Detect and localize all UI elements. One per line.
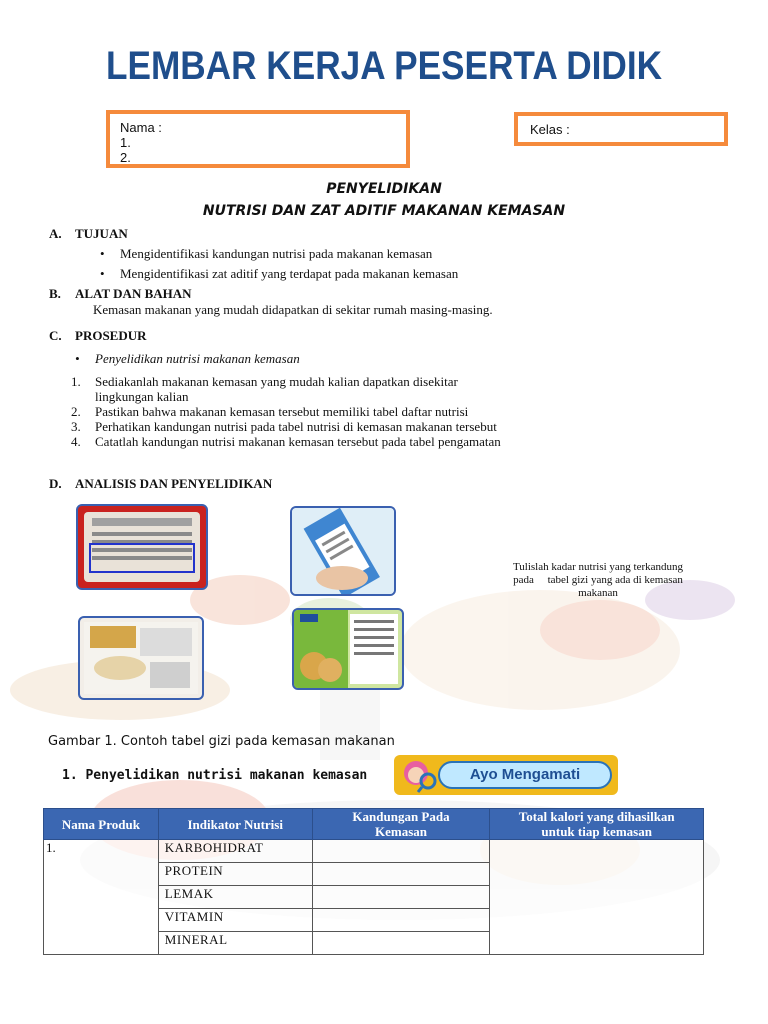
step-3-text: Perhatikan kandungan nutrisi pada tabel nutrisi di kemasan makanan tersebut bbox=[95, 419, 497, 434]
header-total-kalori bbox=[490, 809, 704, 840]
step-4-number: 4. bbox=[71, 434, 81, 449]
prosedur-step-1 bbox=[71, 374, 458, 404]
nama-produk-cell[interactable] bbox=[44, 840, 159, 955]
row-number: 1. bbox=[46, 840, 56, 855]
section-c-title: PROSEDUR bbox=[75, 328, 147, 343]
tujuan-bullet-1: • Mengidentifikasi kandungan nutrisi pada makanan kemasan bbox=[120, 246, 432, 262]
kandungan-lemak-cell[interactable] bbox=[312, 886, 490, 909]
step-1-number: 1. bbox=[71, 374, 81, 389]
section-b-heading bbox=[49, 286, 192, 302]
instruction-line-1: Tulislah kadar nutrisi yang terkandung bbox=[512, 561, 684, 573]
tujuan-bullet-2: • Mengidentifikasi zat aditif yang terdapat pada makanan kemasan bbox=[120, 266, 458, 282]
kandungan-vitamin-cell[interactable] bbox=[312, 909, 490, 932]
indicator-mineral: MINERAL bbox=[158, 932, 312, 955]
section-c-letter: C. bbox=[49, 328, 62, 343]
header-total-kalori-line-2: untuk tiap kemasan bbox=[541, 824, 652, 839]
section-b-letter: B. bbox=[49, 286, 61, 301]
ayo-mengamati-label: Ayo Mengamati bbox=[438, 761, 612, 789]
noodle-package-image bbox=[76, 504, 208, 590]
nama-box[interactable] bbox=[106, 110, 410, 168]
step-2-text: Pastikan bahwa makanan kemasan tersebut memiliki tabel daftar nutrisi bbox=[95, 404, 469, 419]
page-title: LEMBAR KERJA PESERTA DIDIK bbox=[105, 44, 663, 88]
prosedur-step-4 bbox=[71, 434, 501, 449]
step-2-number: 2. bbox=[71, 404, 81, 419]
alat-bahan-text: Kemasan makanan yang mudah didapatkan di sekitar rumah masing-masing. bbox=[93, 302, 493, 317]
indicator-vitamin: VITAMIN bbox=[158, 909, 312, 932]
kandungan-protein-cell[interactable] bbox=[312, 863, 490, 886]
section-d-letter: D. bbox=[49, 476, 62, 491]
kelas-box[interactable] bbox=[514, 112, 728, 146]
header-total-kalori-line-1: Total kalori yang dihasilkan bbox=[518, 809, 675, 824]
kelas-label: Kelas : bbox=[530, 122, 570, 137]
subtitle-line-1: PENYELIDIKAN bbox=[326, 181, 442, 197]
header-indikator-nutrisi: Indikator Nutrisi bbox=[158, 809, 312, 840]
girl-magnifier-icon bbox=[398, 757, 438, 793]
observation-table bbox=[43, 808, 704, 955]
header-kandungan-line-1: Kandungan Pada bbox=[352, 809, 450, 824]
indicator-karbohidrat: KARBOHIDRAT bbox=[158, 840, 312, 863]
kandungan-mineral-cell[interactable] bbox=[312, 932, 490, 955]
nama-line-2: 2. bbox=[120, 150, 131, 165]
indicator-lemak: LEMAK bbox=[158, 886, 312, 909]
section-b-title: ALAT DAN BAHAN bbox=[75, 286, 192, 301]
table-header-row bbox=[44, 809, 704, 840]
indicator-protein: PROTEIN bbox=[158, 863, 312, 886]
subsection-heading: 1. Penyelidikan nutrisi makanan kemasan bbox=[62, 768, 368, 783]
seasoning-package-image bbox=[78, 616, 204, 700]
kandungan-karbohidrat-cell[interactable] bbox=[312, 840, 490, 863]
nama-line-1: 1. bbox=[120, 135, 131, 150]
prosedur-step-2 bbox=[71, 404, 469, 419]
step-1-cont: lingkungan kalian bbox=[95, 389, 189, 404]
instruction-line-2: pada tabel gizi yang ada di kemasan bbox=[513, 574, 683, 586]
biscuit-package-image bbox=[292, 608, 404, 690]
nama-label: Nama : bbox=[120, 120, 162, 135]
instruction-text bbox=[486, 561, 710, 600]
section-d-heading bbox=[49, 476, 272, 492]
section-a-heading bbox=[49, 226, 128, 242]
table-row bbox=[44, 840, 704, 863]
figure-caption: Gambar 1. Contoh tabel gizi pada kemasan makanan bbox=[48, 734, 395, 749]
prosedur-sub-bullet: • Penyelidikan nutrisi makanan kemasan bbox=[95, 351, 300, 367]
prosedur-step-3 bbox=[71, 419, 497, 434]
subtitle-line-2: NUTRISI DAN ZAT ADITIF MAKANAN KEMASAN bbox=[202, 203, 566, 219]
section-a-title: TUJUAN bbox=[75, 226, 128, 241]
header-nama-produk: Nama Produk bbox=[44, 809, 159, 840]
milk-carton-image bbox=[290, 506, 396, 596]
section-c-heading bbox=[49, 328, 147, 344]
ayo-mengamati-badge bbox=[394, 755, 618, 795]
step-3-number: 3. bbox=[71, 419, 81, 434]
total-kalori-cell[interactable] bbox=[490, 840, 704, 955]
instruction-line-3: makanan bbox=[578, 587, 618, 599]
step-4-text: Catatlah kandungan nutrisi makanan kemasan tersebut pada tabel pengamatan bbox=[95, 434, 501, 449]
section-a-letter: A. bbox=[49, 226, 62, 241]
section-d-title: ANALISIS DAN PENYELIDIKAN bbox=[75, 476, 273, 491]
header-kandungan bbox=[312, 809, 490, 840]
header-kandungan-line-2: Kemasan bbox=[375, 824, 428, 839]
step-1-text: Sediakanlah makanan kemasan yang mudah kalian dapatkan disekitar bbox=[95, 374, 458, 389]
